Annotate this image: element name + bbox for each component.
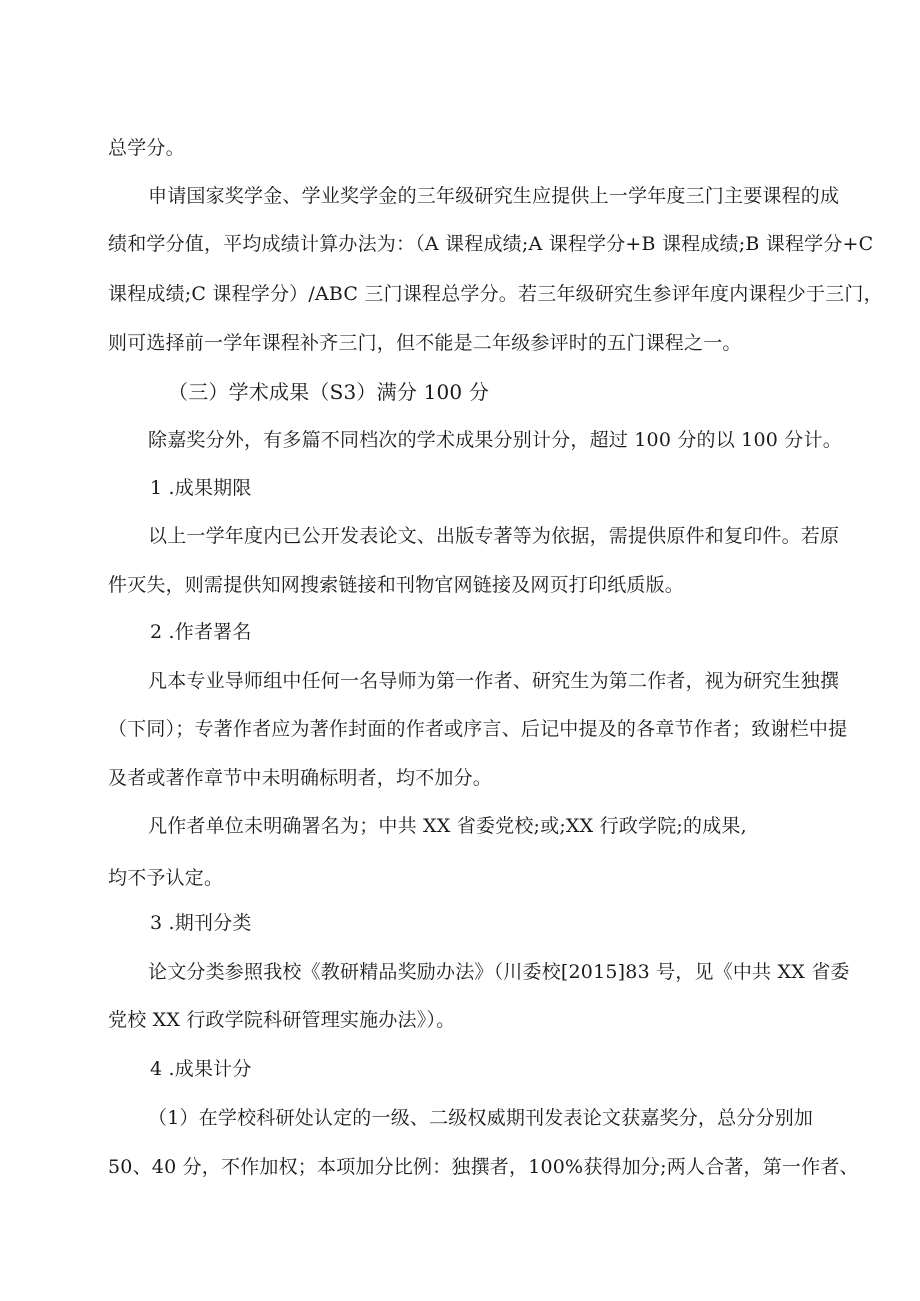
paragraph-journal-line-2: 党校 XX 行政学院科研管理实施办法》）。 <box>108 1009 456 1031</box>
section-heading-academic-achievements: （三）学术成果（S3）满分 100 分 <box>168 380 490 404</box>
paragraph-third-year-line-3: 课程成绩;C 课程学分）/ABC 三门课程总学分。若三年级研究生参评年度内课程少于三门， <box>108 283 883 305</box>
paragraph-affiliation-line-2: 均不予认定。 <box>108 867 224 889</box>
paragraph-time-limit-line-2: 件灭失，则需提供知网搜索链接和刊物官网链接及网页打印纸质版。 <box>108 574 685 596</box>
paragraph-scoring-rule: 除嘉奖分外，有多篇不同档次的学术成果分别计分，超过 100 分的以 100 分计。 <box>148 429 842 451</box>
paragraph-journal-line-1: 论文分类参照我校《教研精品奖励办法》（川委校[2015]83 号，见《中共 XX 省委 <box>148 961 850 983</box>
paragraph-authorship-line-2: （下同）；专著作者应为著作封面的作者或序言、后记中提及的各章节作者；致谢栏中提 <box>108 718 848 740</box>
paragraph-time-limit-line-1: 以上一学年度内已公开发表论文、出版专著等为依据，需提供原件和复印件。若原 <box>148 525 840 547</box>
text-line-total-credits: 总学分。 <box>108 137 185 159</box>
subheading-authorship: 2 .作者署名 <box>150 621 252 643</box>
paragraph-scoring-line-2: 50、40 分，不作加权；本项加分比例：独撰者，100%获得加分;两人合著，第一作者、 <box>108 1156 859 1178</box>
paragraph-authorship-line-3: 及者或著作章节中未明确标明者，均不加分。 <box>108 767 493 789</box>
paragraph-third-year-line-1: 申请国家奖学金、学业奖学金的三年级研究生应提供上一学年度三门主要课程的成 <box>148 185 840 207</box>
paragraph-third-year-line-4: 则可选择前一学年课程补齐三门，但不能是二年级参评时的五门课程之一。 <box>108 332 742 354</box>
subheading-journal-classification: 3 .期刊分类 <box>150 912 252 934</box>
subheading-achievement-scoring: 4 .成果计分 <box>150 1058 252 1080</box>
paragraph-affiliation-line-1: 凡作者单位未明确署名为；中共 XX 省委党校;或;XX 行政学院;的成果, <box>148 815 747 837</box>
subheading-time-limit: 1 .成果期限 <box>150 477 252 499</box>
paragraph-scoring-line-1: （1）在学校科研处认定的一级、二级权威期刊发表论文获嘉奖分，总分分别加 <box>148 1107 814 1129</box>
paragraph-authorship-line-1: 凡本专业导师组中任何一名导师为第一作者、研究生为第二作者，视为研究生独撰 <box>148 670 840 692</box>
paragraph-third-year-line-2: 绩和学分值，平均成绩计算办法为：（A 课程成绩;A 课程学分+B 课程成绩;B 课程学分+C <box>108 233 874 255</box>
